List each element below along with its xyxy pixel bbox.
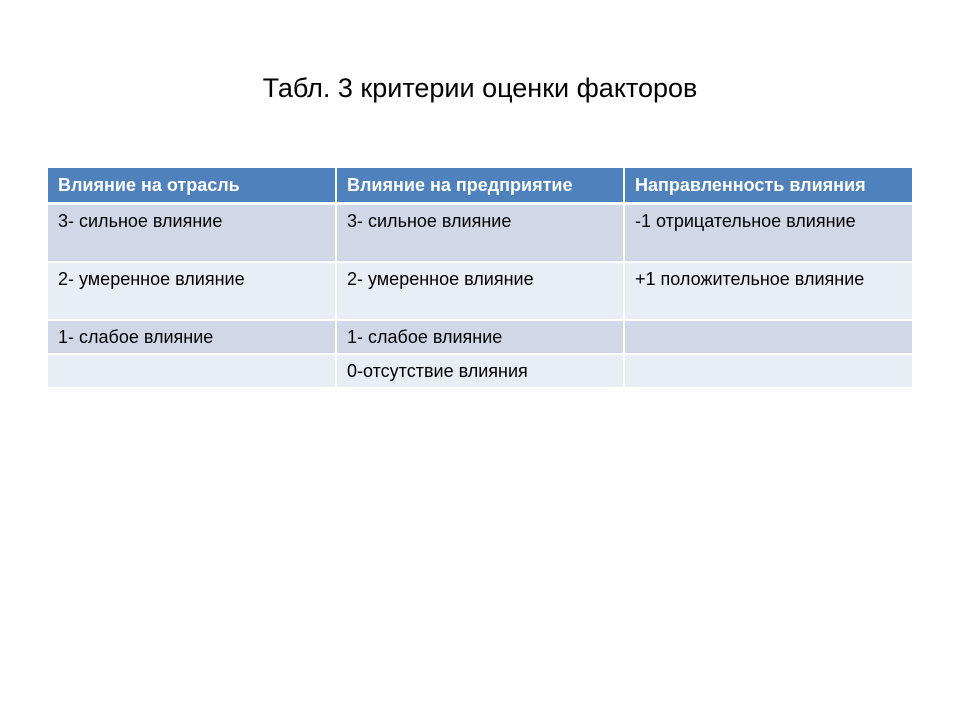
table-cell: 1- слабое влияние (48, 320, 336, 354)
table-header-row (48, 168, 912, 204)
table-row (48, 320, 912, 354)
header-impact-direction: Направленность влияния (624, 168, 912, 204)
table-cell: -1 отрицательное влияние (624, 204, 912, 263)
table-cell: 3- сильное влияние (48, 204, 336, 263)
header-industry-impact: Влияние на отрасль (48, 168, 336, 204)
table-row (48, 204, 912, 263)
header-enterprise-impact: Влияние на предприятие (336, 168, 624, 204)
table-cell: 2- умеренное влияние (48, 262, 336, 320)
table-cell: 2- умеренное влияние (336, 262, 624, 320)
table-cell: +1 положительное влияние (624, 262, 912, 320)
slide-title: Табл. 3 критерии оценки факторов (262, 73, 698, 103)
table-cell (624, 354, 912, 388)
table-row (48, 354, 912, 388)
table-cell: 0-отсутствие влияния (336, 354, 624, 388)
table-cell: 3- сильное влияние (336, 204, 624, 263)
criteria-table (48, 168, 912, 389)
table-cell (48, 354, 336, 388)
table-cell: 1- слабое влияние (336, 320, 624, 354)
table-cell (624, 320, 912, 354)
table-row (48, 262, 912, 320)
